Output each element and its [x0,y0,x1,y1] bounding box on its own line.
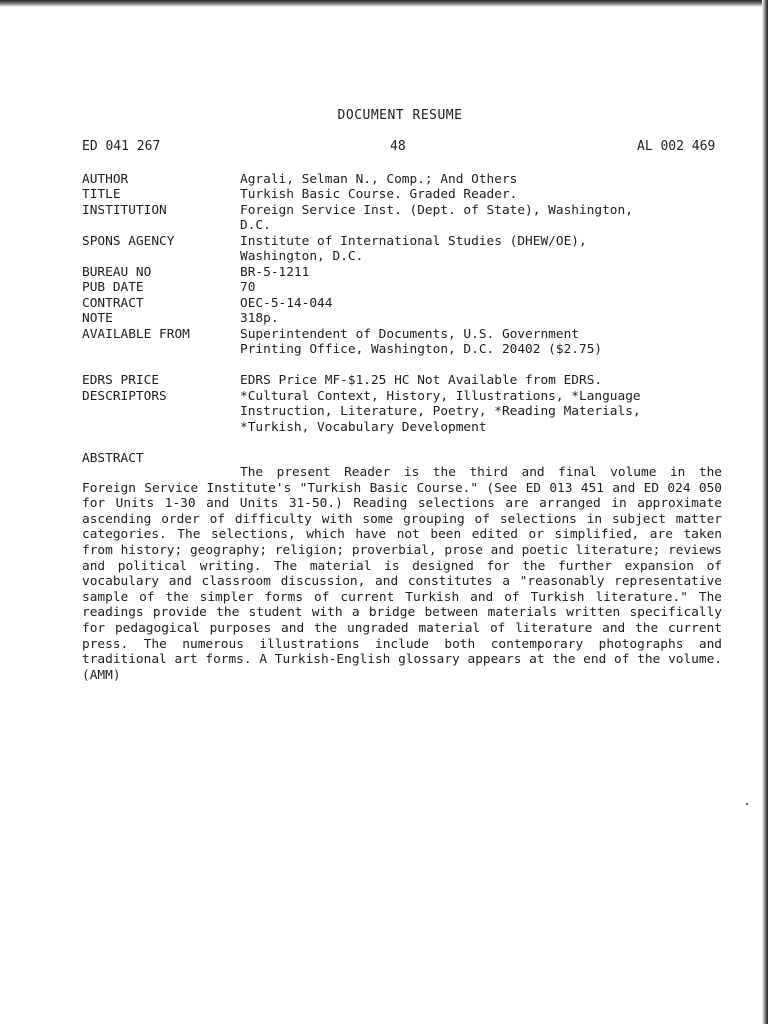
field-label: SPONS AGENCY [82,234,175,249]
field-label: INSTITUTION [82,203,167,218]
field-value: OEC-5-14-044 [240,296,333,311]
scan-edge-top [0,0,768,7]
center-number: 48 [390,139,406,154]
field-label: CONTRACT [82,296,144,311]
field-label: AVAILABLE FROM [82,327,190,342]
abstract-label: ABSTRACT [82,451,144,466]
al-number: AL 002 469 [637,139,716,154]
field-value: BR-5-1211 [240,265,310,280]
field-label: EDRS PRICE [82,373,160,388]
field-value: Foreign Service Inst. (Dept. of State), Washington, D.C. [240,203,633,234]
document-title: DOCUMENT RESUME [337,108,463,123]
ed-number: ED 041 267 [82,139,161,154]
scan-speck [746,803,748,805]
field-label: PUB DATE [82,280,144,295]
scan-edge-right [762,0,768,1024]
abstract-text: The present Reader is the third and final volume in the Foreign Service Institute's "Turkish Basic Course." (See ED 013 451 and ED 024 050 for Units 1-30 and Units 31-50.) Reading selections are arranged in approximate ascending order of difficulty with some grouping of selections in subject matter categories. The selections, which have not been edited or simplified, are taken from history; geography; religion; proverbial, prose and poetic literature; reviews and political writing. The material is designed for the further expansion of vocabulary and classroom discussion, and constitutes a "reasonably representative sample of the simpler forms of current Turkish and of Turkish literature." The readings provide the student with a bridge between materials written specifically for pedagogical purposes and the ungraded material of literature and the current press. The numerous illustrations include both contemporary photographs and traditional art forms. A Turkish-English glossary appears at the end of the volume. (AMM) [82,465,722,683]
field-value: Institute of International Studies (DHEW/OE), Washington, D.C. [240,234,587,265]
field-value: *Cultural Context, History, Illustrations, *Language Instruction, Literature, Poetry, *Reading Materials, *Turkish, Vocabulary Development [240,389,641,435]
field-value: 70 [240,280,256,295]
field-value: 318p. [240,311,279,326]
field-value: Agrali, Selman N., Comp.; And Others [240,172,518,187]
field-label: TITLE [82,187,121,202]
field-label: AUTHOR [82,172,129,187]
field-value: EDRS Price MF-$1.25 HC Not Available from EDRS. [240,373,603,388]
field-value: Turkish Basic Course. Graded Reader. [240,187,518,202]
field-label: BUREAU NO [82,265,152,280]
field-value: Superintendent of Documents, U.S. Government Printing Office, Washington, D.C. 20402 ($2.75) [240,327,603,358]
field-label: NOTE [82,311,113,326]
field-label: DESCRIPTORS [82,389,167,404]
